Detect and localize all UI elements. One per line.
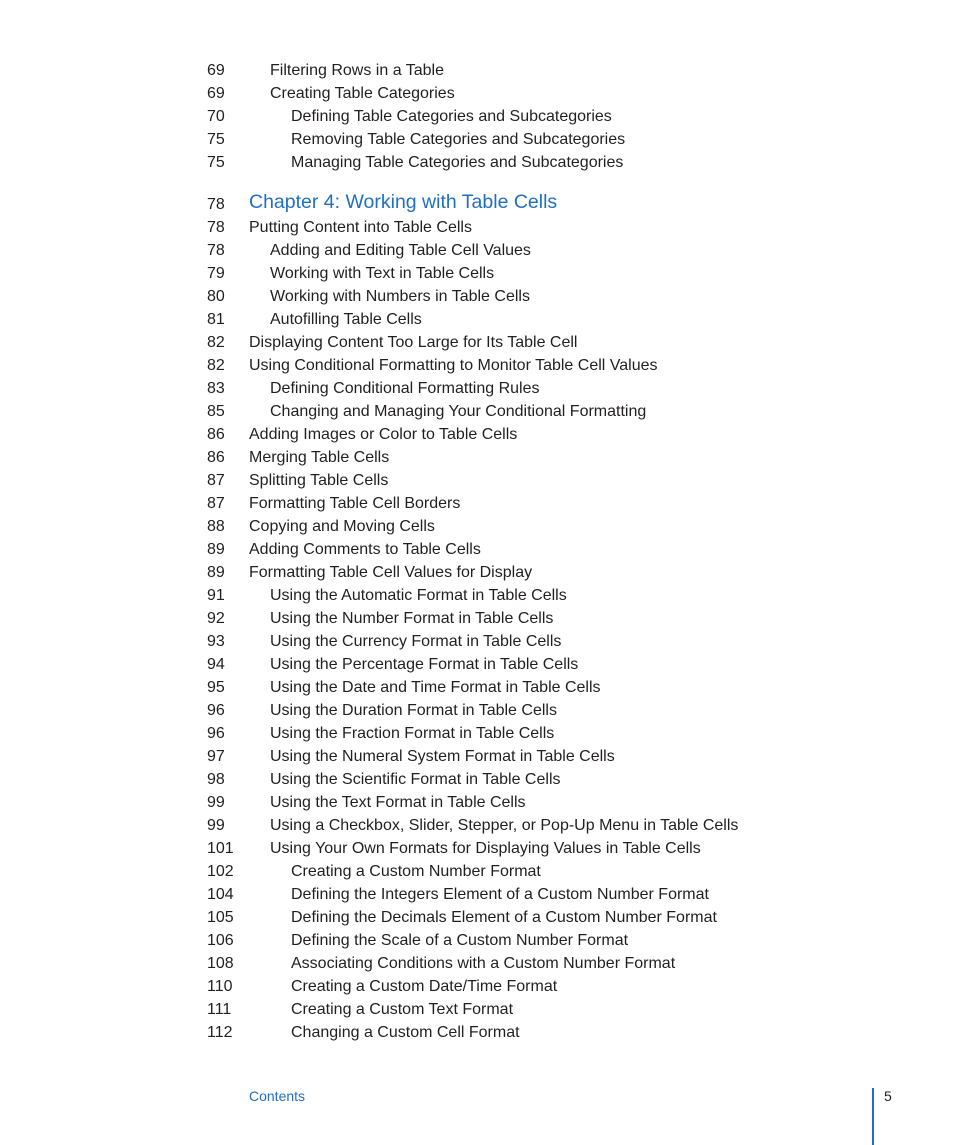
toc-page-number: 83: [207, 380, 225, 397]
toc-page-number: 70: [207, 108, 225, 125]
toc-entry[interactable]: [0, 837, 954, 860]
toc-entry-title: Filtering Rows in a Table: [270, 62, 445, 79]
toc-entry-title: Copying and Moving Cells: [249, 518, 435, 535]
toc-entry[interactable]: [0, 906, 954, 929]
toc-entry-title: Defining Conditional Formatting Rules: [270, 380, 540, 397]
toc-entry[interactable]: [0, 699, 954, 722]
toc-entry-title: Using Conditional Formatting to Monitor Table Cell Values: [249, 357, 658, 374]
toc-entry[interactable]: [0, 216, 954, 239]
toc-page-number: 97: [207, 748, 225, 765]
toc-entry-title: Defining the Decimals Element of a Custom Number Format: [291, 909, 717, 926]
toc-page-number: 99: [207, 794, 225, 811]
toc-page-number: 106: [207, 932, 234, 949]
toc-entry-title: Creating a Custom Number Format: [291, 863, 541, 880]
toc-page-number: 112: [207, 1024, 233, 1041]
toc-page-number: 111: [207, 1001, 232, 1018]
toc-entry-title: Adding Comments to Table Cells: [249, 541, 481, 558]
toc-page-number: 94: [207, 656, 225, 673]
toc-page-number: 78: [207, 196, 225, 213]
toc-entry[interactable]: [0, 515, 954, 538]
toc-entry-title: Working with Numbers in Table Cells: [270, 288, 530, 305]
toc-entry[interactable]: [0, 1021, 954, 1044]
toc-page-number: 96: [207, 702, 225, 719]
footer-section-label: Contents: [249, 1088, 306, 1104]
toc-entry[interactable]: [0, 354, 954, 377]
toc-entry-title: Creating a Custom Text Format: [291, 1001, 514, 1018]
toc-entry[interactable]: [0, 446, 954, 469]
toc-page-number: 80: [207, 288, 225, 305]
toc-entry[interactable]: [0, 975, 954, 998]
toc-page-number: 98: [207, 771, 225, 788]
toc-entry-title: Using the Numeral System Format in Table Cells: [270, 748, 615, 765]
toc-entry-title: Using the Percentage Format in Table Cells: [270, 656, 579, 673]
toc-page-number: 79: [207, 265, 225, 282]
toc-entry-title: Creating Table Categories: [270, 85, 455, 102]
chapter-title: Chapter 4: Working with Table Cells: [249, 191, 558, 213]
toc-entry-title: Adding Images or Color to Table Cells: [249, 426, 518, 443]
toc-entry-title: Displaying Content Too Large for Its Table Cell: [249, 334, 578, 351]
toc-entry[interactable]: [0, 929, 954, 952]
toc-page-number: 101: [207, 840, 234, 857]
toc-entry[interactable]: [0, 128, 954, 151]
toc-entry[interactable]: [0, 952, 954, 975]
toc-entry[interactable]: [0, 883, 954, 906]
toc-page-number: 81: [207, 311, 225, 328]
toc-entry-title: Autofilling Table Cells: [270, 311, 422, 328]
toc-entry[interactable]: [0, 400, 954, 423]
toc-entry-title: Using the Scientific Format in Table Cells: [270, 771, 561, 788]
toc-entry-title: Putting Content into Table Cells: [249, 219, 472, 236]
toc-page-number: 87: [207, 495, 225, 512]
toc-entry[interactable]: [0, 331, 954, 354]
toc-entry[interactable]: [0, 607, 954, 630]
toc-entry[interactable]: [0, 82, 954, 105]
toc-entry-title: Using Your Own Formats for Displaying Values in Table Cells: [270, 840, 701, 857]
toc-entry[interactable]: [0, 768, 954, 791]
toc-entry[interactable]: [0, 722, 954, 745]
toc-entry-title: Using the Automatic Format in Table Cells: [270, 587, 567, 604]
toc-entry[interactable]: [0, 630, 954, 653]
toc-entry[interactable]: [0, 653, 954, 676]
toc-entry-title: Creating a Custom Date/Time Format: [291, 978, 558, 995]
toc-page-number: 69: [207, 62, 225, 79]
toc-entry-title: Defining the Integers Element of a Custom Number Format: [291, 886, 709, 903]
toc-entry-title: Adding and Editing Table Cell Values: [270, 242, 531, 259]
toc-entry-title: Changing and Managing Your Conditional Formatting: [270, 403, 647, 420]
toc-page-number: 89: [207, 564, 225, 581]
toc-entry-title: Defining the Scale of a Custom Number Format: [291, 932, 629, 949]
toc-page-number: 82: [207, 357, 225, 374]
toc-entry[interactable]: [0, 285, 954, 308]
toc-entry-title: Using the Fraction Format in Table Cells: [270, 725, 555, 742]
toc-entry-title: Using the Duration Format in Table Cells: [270, 702, 557, 719]
toc-page-number: 93: [207, 633, 225, 650]
toc-entry[interactable]: [0, 423, 954, 446]
toc-page-number: 75: [207, 154, 225, 171]
footer-divider: [872, 1088, 874, 1145]
toc-entry[interactable]: [0, 561, 954, 584]
toc-page-number: 78: [207, 219, 225, 236]
toc-entry-title: Associating Conditions with a Custom Number Format: [291, 955, 676, 972]
toc-page-number: 102: [207, 863, 234, 880]
toc-entry-title: Formatting Table Cell Values for Display: [249, 564, 533, 581]
toc-page-number: 89: [207, 541, 225, 558]
toc-entry[interactable]: [0, 791, 954, 814]
toc-entry[interactable]: [0, 745, 954, 768]
toc-page-number: 69: [207, 85, 225, 102]
toc-entry[interactable]: [0, 308, 954, 331]
toc-page-number: 82: [207, 334, 225, 351]
toc-entry[interactable]: [0, 492, 954, 515]
toc-entry[interactable]: [0, 676, 954, 699]
toc-page-number: 85: [207, 403, 225, 420]
toc-page-number: 87: [207, 472, 225, 489]
toc-page-number: 91: [207, 587, 225, 604]
toc-page-number: 105: [207, 909, 234, 926]
toc-page-number: 86: [207, 426, 225, 443]
toc-entry-title: Defining Table Categories and Subcategories: [291, 108, 612, 125]
toc-entry[interactable]: [0, 59, 954, 82]
toc-entry[interactable]: [0, 469, 954, 492]
toc-entry-title: Splitting Table Cells: [249, 472, 389, 489]
toc-entry-title: Working with Text in Table Cells: [270, 265, 495, 282]
toc-entry-title: Managing Table Categories and Subcategories: [291, 154, 624, 171]
toc-page-number: 108: [207, 955, 234, 972]
toc-entry[interactable]: [0, 239, 954, 262]
toc-entry[interactable]: [0, 584, 954, 607]
toc-page-number: 88: [207, 518, 225, 535]
toc-page-number: 96: [207, 725, 225, 742]
toc-entry[interactable]: [0, 998, 954, 1021]
toc-entry[interactable]: [0, 105, 954, 128]
toc-page-number: 110: [207, 978, 233, 995]
toc-entry[interactable]: [0, 262, 954, 285]
toc-entry-title: Using the Number Format in Table Cells: [270, 610, 554, 627]
toc-entry[interactable]: [0, 814, 954, 837]
toc-entry-title: Removing Table Categories and Subcategories: [291, 131, 626, 148]
toc-page-number: 95: [207, 679, 225, 696]
toc-entry-title: Using the Currency Format in Table Cells: [270, 633, 562, 650]
toc-page-number: 92: [207, 610, 225, 627]
toc-page-number: 86: [207, 449, 225, 466]
toc-entry-title: Using the Text Format in Table Cells: [270, 794, 526, 811]
toc-entry-title: Using the Date and Time Format in Table Cells: [270, 679, 601, 696]
footer-page-number: 5: [884, 1088, 892, 1104]
chapter-heading-row[interactable]: [0, 193, 954, 216]
toc-page-number: 99: [207, 817, 225, 834]
toc-page-number: 104: [207, 886, 234, 903]
toc-entry-title: Changing a Custom Cell Format: [291, 1024, 520, 1041]
toc-entry-title: Formatting Table Cell Borders: [249, 495, 461, 512]
toc-entry-title: Using a Checkbox, Slider, Stepper, or Pop-Up Menu in Table Cells: [270, 817, 739, 834]
toc-entry[interactable]: [0, 860, 954, 883]
toc-page-number: 78: [207, 242, 225, 259]
toc-entry[interactable]: [0, 538, 954, 561]
toc-entry[interactable]: [0, 377, 954, 400]
toc-page-number: 75: [207, 131, 225, 148]
toc-entry[interactable]: [0, 151, 954, 174]
toc-entry-title: Merging Table Cells: [249, 449, 390, 466]
